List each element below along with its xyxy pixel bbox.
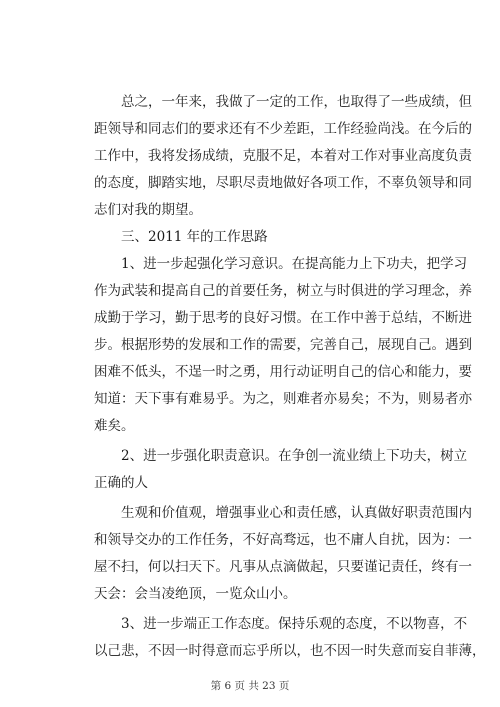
- document-body: [94, 89, 486, 665]
- paragraph-point-2: [94, 443, 468, 497]
- text-line: 工作中，我将发扬成绩，克服不足，本着对工作对事业高度负责: [94, 148, 472, 164]
- text-line: 和领导交办的工作任务，不好高骛远，也不庸人自扰，因为：一: [94, 532, 472, 548]
- text-line: 步。根据形势的发展和工作的需要，完善自己，展现自己。遇到: [94, 337, 472, 353]
- text-line: 作为武装和提高自己的首要任务，树立与时俱进的学习理念，养: [94, 283, 472, 299]
- text-line: 1、进一步起强化学习意识。在提高能力上下功夫，把学习: [121, 256, 468, 272]
- text-line: 3、进一步端正工作态度。保持乐观的态度，不以物喜，不: [121, 616, 468, 632]
- text-line: 以己悲，不因一时得意而忘乎所以，也不因一时失意而妄自菲薄，: [94, 643, 486, 659]
- text-line: 总之，一年来，我做了一定的工作，也取得了一些成绩，但: [121, 94, 472, 110]
- paragraph-point-1: [94, 251, 472, 440]
- text-line: 困难不低头，不逞一时之勇，用行动证明自己的信心和能力，要: [94, 364, 472, 380]
- text-line: 难矣。: [94, 418, 135, 434]
- text-line: 2、进一步强化职责意识。在争创一流业绩上下功夫，树立: [121, 448, 468, 464]
- text-line: 知道：天下事有难易乎。为之，则难者亦易矣；不为，则易者亦: [94, 391, 472, 407]
- paragraph-point-2-continued: [94, 500, 472, 608]
- text-line: 的态度，脚踏实地，尽职尽责地做好各项工作，不辜负领导和同: [94, 175, 472, 191]
- text-line: 屋不扫，何以扫天下。凡事从点滴做起，只要谨记责任，终有一: [94, 559, 472, 575]
- section-heading: [94, 224, 448, 251]
- text-line: 正确的人: [94, 475, 148, 491]
- page-number-label: 第 6 页 共 23 页: [210, 680, 290, 692]
- text-line: 天会：会当凌绝顶，一览众山小。: [94, 586, 297, 602]
- paragraph-point-3: [94, 611, 486, 665]
- paragraph-summary: [94, 89, 472, 224]
- section-heading-text: 三、2011 年的工作思路: [121, 229, 268, 245]
- text-line: 志们对我的期望。: [94, 202, 202, 218]
- text-line: 生观和价值观，增强事业心和责任感，认真做好职责范围内: [121, 505, 472, 521]
- page-footer: [0, 678, 500, 693]
- text-line: 距领导和同志们的要求还有不少差距，工作经验尚浅。在今后的: [94, 121, 472, 137]
- text-line: 成勤于学习，勤于思考的良好习惯。在工作中善于总结，不断进: [94, 310, 472, 326]
